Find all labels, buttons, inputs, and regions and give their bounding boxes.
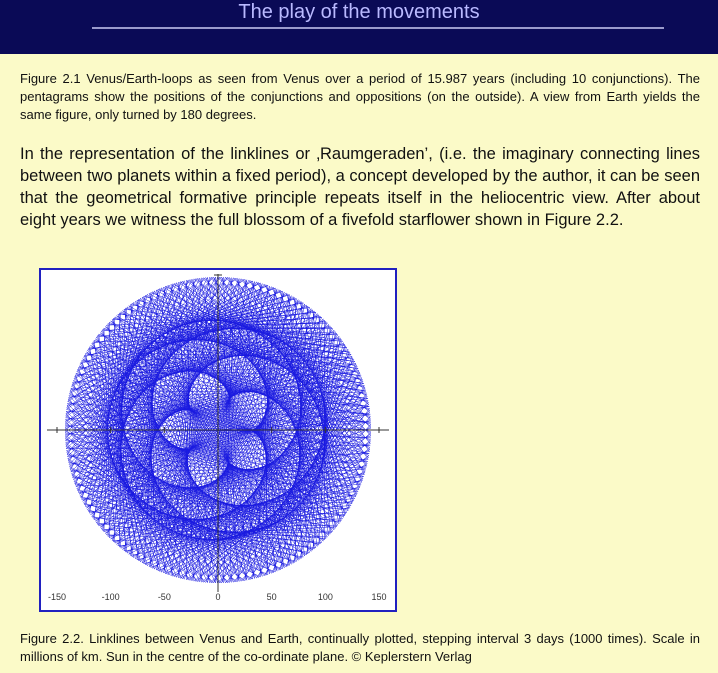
page-title: The play of the movements	[238, 1, 480, 23]
figure-2-2-linklines	[39, 268, 397, 612]
title-underline	[92, 27, 664, 29]
body-paragraph: In the representation of the linklines or ‚Raumgeraden’, (i.e. the imaginary connecting lines between two planets within a fixed period), a concept developed by the author, it can be seen that the geometrical formative principle repeats itself in the heliocentric view. After about eight years we witness the full blossom of a fivefold starflower shown in Figure 2.2.	[20, 145, 700, 229]
x-tick-label: 50	[266, 592, 277, 602]
x-tick-label: -50	[157, 592, 171, 602]
linklines-plot	[41, 270, 395, 610]
x-tick-label: 0	[215, 592, 221, 602]
x-tick-label: -100	[101, 592, 120, 602]
x-tick-label: 150	[371, 592, 387, 602]
figure-2-1-caption: Figure 2.1 Venus/Earth-loops as seen from Venus over a period of 15.987 years (including 10 conjunctions). The pentagrams show the positions of the conjunctions and oppositions (on the outside). A view from Earth yields the same figure, only turned by 180 degrees.	[20, 71, 700, 122]
header-banner	[0, 0, 718, 54]
x-tick-label: 100	[317, 592, 333, 602]
x-tick-label: -150	[47, 592, 67, 602]
figure-2-2-caption: Figure 2.2. Linklines between Venus and Earth, continually plotted, stepping interval 3 days (1000 times). Scale in millions of km. Sun in the centre of the co-ordinate plane. © Keplerstern Verlag	[20, 631, 700, 664]
